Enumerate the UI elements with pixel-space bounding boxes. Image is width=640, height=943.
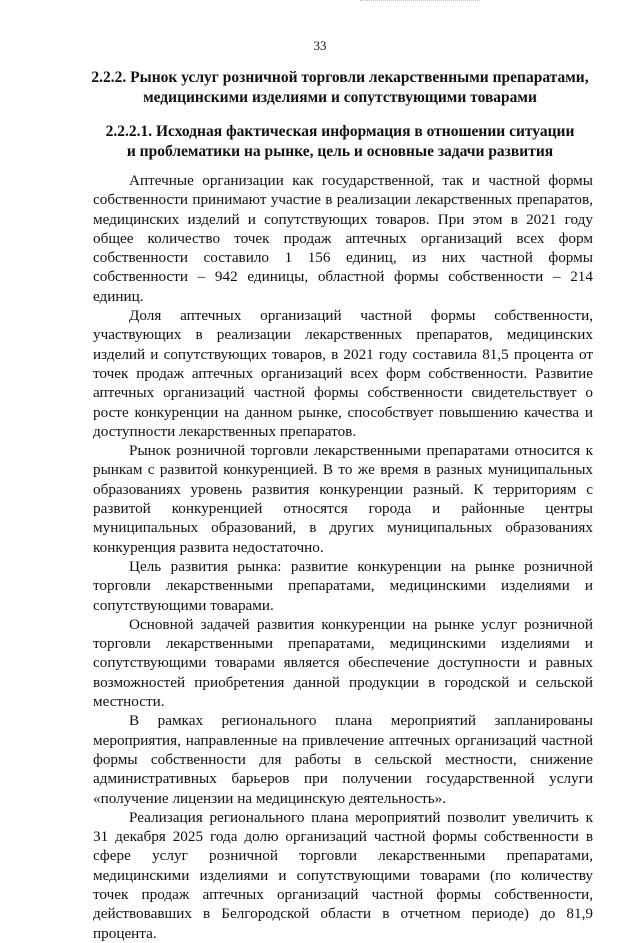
scan-edge-marks: [360, 0, 480, 3]
body-text: [93, 171, 593, 943]
paragraph-market-goal: Цель развития рынка: развитие конкуренции на рынке розничной торговли лекарственными препаратами, медицинскими изделиями и сопутствующими товарами.: [93, 557, 593, 614]
paragraph-main-task: Основной задачей развития конкуренции на рынке услуг розничной торговли лекарственными препаратами, медицинскими изделиями и сопутствующими товарами является обеспечение доступности и равных возможностей приобретения данной продукции в городской и сельской местности.: [93, 615, 593, 711]
section-heading-line-1: 2.2.2. Рынок услуг розничной торговли лекарственными препаратами,: [91, 69, 589, 86]
subsection-heading-line-2: и проблематики на рынке, цель и основные задачи развития: [126, 143, 554, 160]
subsection-heading: [90, 122, 590, 162]
page-number: 33: [313, 38, 327, 53]
section-heading: [90, 68, 590, 108]
paragraph-regional-plan: В рамках регионального плана мероприятий запланированы мероприятия, направленные на привлечение аптечных организаций частной формы собственности для работы в сельской местности, снижение административных барьеров при получении государственной услуги «получение лицензии на медицинскую деятельность».: [93, 712, 593, 807]
paragraph-private-share: Доля аптечных организаций частной формы собственности, участвующих в реализации лекарственных препаратов, медицинских изделий и сопутствующих товаров, в 2021 году составила 81,5 процента от точек продаж аптечных организаций всех форм собственности. Развитие аптечных организаций частной формы собственности свидетельствует о росте конкуренции на данном рынке, способствует повышению качества и доступности лекарственных препаратов.: [93, 307, 593, 440]
paragraph-market-competition: Рынок розничной торговли лекарственными препаратами относится к рынкам с развитой конкуренцией. В то же время в разных муниципальных образованиях уровень развития конкуренции разный. К территориям с развитой конкуренцией относятся города и районные центры муниципальных образований, в других муниципальных образованиях конкуренция развита недостаточно.: [93, 442, 593, 556]
paragraph-plan-target: Реализация регионального плана мероприятий позволит увеличить к 31 декабря 2025 года долю организаций частной формы собственности в сфере услуг розничной торговли лекарственными препаратами, медицинскими изделиями и сопутствующими товарами (по количеству точек продаж аптечных организаций частной формы собственности, действовавших в Белгородской области в отчетном периоде) до 81,9 процента.: [93, 808, 593, 942]
paragraph-pharmacy-organizations: Аптечные организации как государственной, так и частной формы собственности принимают участие в реализации лекарственных препаратов, медицинских изделий и сопутствующих товаров. При этом в 2021 году общее количество точек продаж аптечных организаций всех форм собственности составило 1 156 единиц, из них частной формы собственности – 942 единицы, областной формы собственности – 214 единиц.: [93, 172, 593, 305]
section-heading-line-2: медицинскими изделиями и сопутствующими товарами: [143, 89, 537, 106]
subsection-heading-line-1: 2.2.2.1. Исходная фактическая информация в отношении ситуации: [105, 123, 575, 140]
